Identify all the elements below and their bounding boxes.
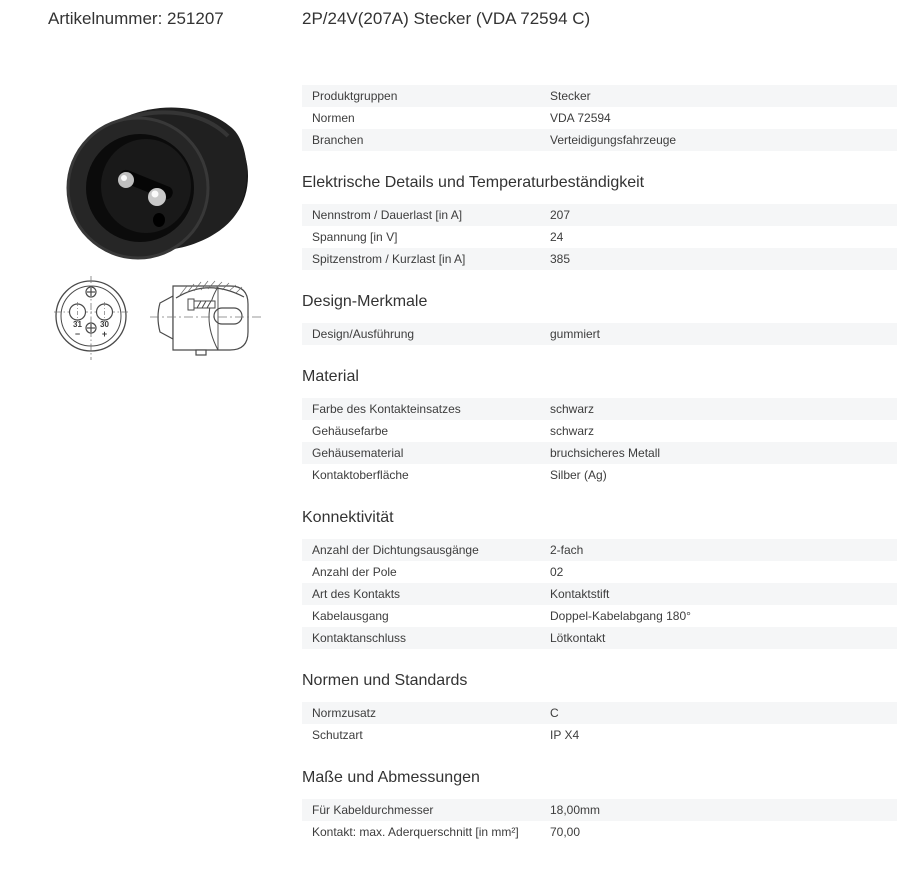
- spec-row: [302, 583, 897, 605]
- spec-label: Spannung [in V]: [312, 230, 398, 244]
- section-title: Elektrische Details und Temperaturbeständigkeit: [302, 174, 645, 191]
- spec-value: 207: [550, 208, 571, 222]
- spec-value: 385: [550, 252, 571, 266]
- spec-label: Farbe des Kontakteinsatzes: [312, 402, 461, 416]
- spec-value: VDA 72594: [550, 111, 611, 125]
- spec-value: 18,00mm: [550, 803, 601, 817]
- spec-row: [302, 398, 897, 420]
- spec-column: [302, 85, 897, 843]
- drawing-thumbnails: [52, 274, 292, 362]
- section-title: Material: [302, 368, 359, 385]
- spec-section: [302, 85, 897, 151]
- product-title: 2P/24V(207A) Stecker (VDA 72594 C): [302, 9, 591, 28]
- spec-value: gummiert: [550, 327, 601, 341]
- spec-label: Normzusatz: [312, 706, 377, 720]
- spec-table: [302, 702, 897, 746]
- spec-table: [302, 398, 897, 486]
- spec-label: Gehäusematerial: [312, 446, 404, 460]
- plug-side-section-drawing-icon: [150, 274, 262, 362]
- spec-sections: [302, 85, 897, 843]
- spec-value: Doppel-Kabelabgang 180°: [550, 609, 691, 623]
- section-title: Maße und Abmessungen: [302, 769, 480, 786]
- thumbnail-front-drawing[interactable]: [52, 274, 130, 362]
- spec-section: [302, 173, 897, 270]
- spec-label: Normen: [312, 111, 355, 125]
- thumbnail-side-drawing[interactable]: [150, 274, 262, 362]
- spec-section: [302, 367, 897, 486]
- plug-front-view-drawing-icon: [52, 274, 130, 362]
- spec-table: [302, 85, 897, 151]
- spec-value: 02: [550, 565, 564, 579]
- spec-table: [302, 799, 897, 843]
- spec-label: Kabelausgang: [312, 609, 389, 623]
- spec-row: [302, 204, 897, 226]
- spec-label: Spitzenstrom / Kurzlast [in A]: [312, 252, 466, 266]
- spec-row: [302, 627, 897, 649]
- section-title: Normen und Standards: [302, 672, 468, 689]
- spec-value: bruchsicheres Metall: [550, 446, 661, 460]
- spec-label: Nennstrom / Dauerlast [in A]: [312, 208, 463, 222]
- spec-label: Gehäusefarbe: [312, 424, 389, 438]
- front-drawing-plus-label: +: [101, 329, 108, 339]
- spec-row: [302, 605, 897, 627]
- front-drawing-pin-left-label: 31: [73, 320, 82, 329]
- spec-table: [302, 323, 897, 345]
- spec-table: [302, 204, 897, 270]
- spec-label: Anzahl der Pole: [312, 565, 397, 579]
- spec-label: Anzahl der Dichtungsausgänge: [312, 543, 479, 557]
- spec-row: [302, 248, 897, 270]
- spec-row: [302, 464, 897, 486]
- article-number: Artikelnummer: 251207: [48, 9, 224, 28]
- spec-row: [302, 539, 897, 561]
- spec-table: [302, 539, 897, 649]
- spec-row: [302, 561, 897, 583]
- header: [0, 0, 920, 30]
- spec-value: 24: [550, 230, 564, 244]
- spec-label: Produktgruppen: [312, 89, 398, 103]
- spec-value: 70,00: [550, 825, 581, 839]
- spec-value: Verteidigungsfahrzeuge: [550, 133, 677, 147]
- section-title: Konnektivität: [302, 509, 394, 526]
- media-column: [48, 85, 302, 362]
- spec-section: [302, 292, 897, 345]
- spec-value: C: [550, 706, 559, 720]
- spec-row: [302, 226, 897, 248]
- spec-label: Kontaktanschluss: [312, 631, 407, 645]
- spec-row: [302, 129, 897, 151]
- spec-value: 2-fach: [550, 543, 584, 557]
- spec-value: Kontaktstift: [550, 587, 610, 601]
- section-title: Design-Merkmale: [302, 293, 428, 310]
- spec-row: [302, 442, 897, 464]
- spec-row: [302, 724, 897, 746]
- spec-label: Für Kabeldurchmesser: [312, 803, 434, 817]
- spec-label: Kontaktoberfläche: [312, 468, 409, 482]
- spec-label: Branchen: [312, 133, 364, 147]
- spec-label: Kontakt: max. Aderquerschnitt [in mm²]: [312, 825, 519, 839]
- spec-value: Lötkontakt: [550, 631, 606, 645]
- spec-row: [302, 702, 897, 724]
- spec-row: [302, 799, 897, 821]
- spec-section: [302, 768, 897, 843]
- spec-label: Schutzart: [312, 728, 363, 742]
- spec-value: Silber (Ag): [550, 468, 607, 482]
- front-drawing-pin-right-label: 30: [100, 320, 109, 329]
- spec-section: [302, 671, 897, 746]
- spec-label: Art des Kontakts: [312, 587, 401, 601]
- spec-row: [302, 420, 897, 442]
- spec-row: [302, 85, 897, 107]
- spec-value: Stecker: [550, 89, 591, 103]
- black-rubber-plug-photo-icon: [60, 98, 252, 262]
- spec-value: schwarz: [550, 424, 595, 438]
- product-photo[interactable]: [60, 98, 292, 262]
- spec-row: [302, 323, 897, 345]
- spec-row: [302, 107, 897, 129]
- content: [0, 85, 920, 843]
- spec-section: [302, 508, 897, 649]
- spec-value: IP X4: [550, 728, 580, 742]
- spec-label: Design/Ausführung: [312, 327, 415, 341]
- spec-row: [302, 821, 897, 843]
- spec-value: schwarz: [550, 402, 595, 416]
- front-drawing-minus-label: −: [74, 329, 81, 339]
